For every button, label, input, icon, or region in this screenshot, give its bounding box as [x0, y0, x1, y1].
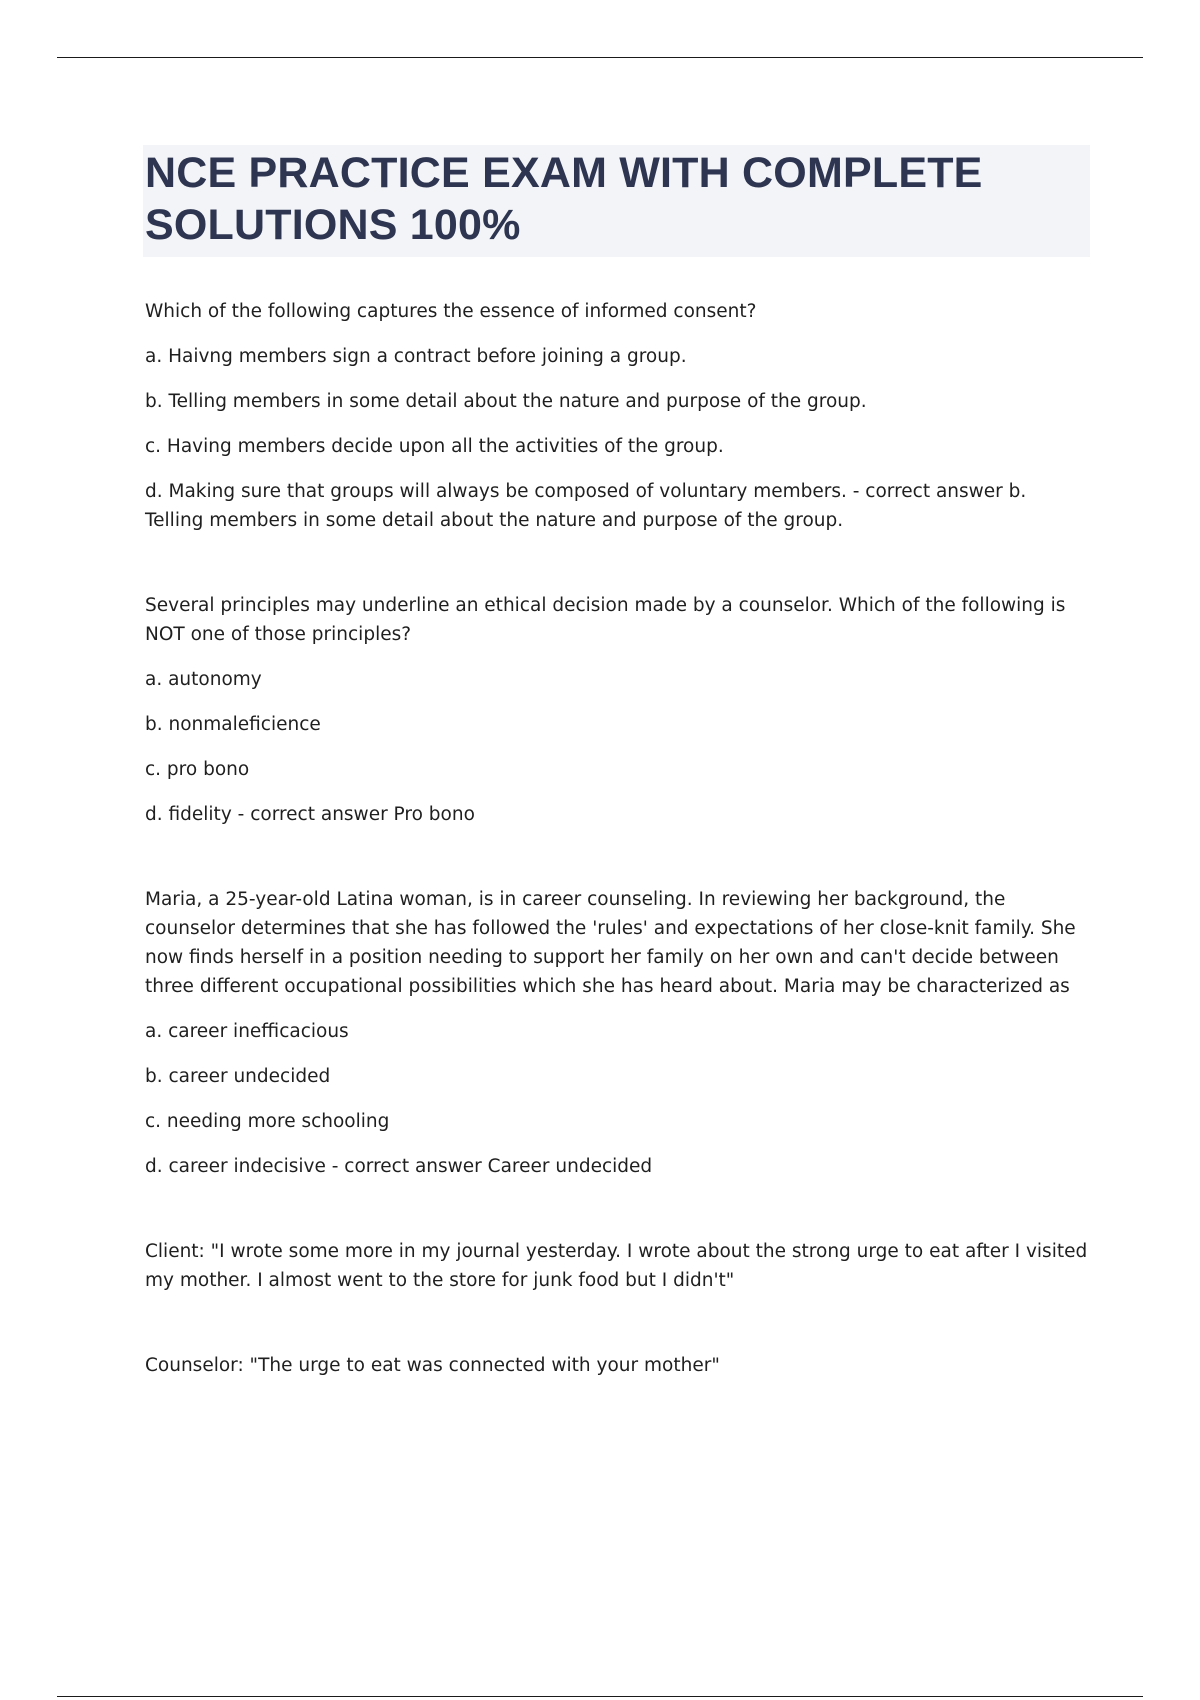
- answer-option-b: b. career undecided: [145, 1066, 331, 1087]
- answer-option-a: a. autonomy: [145, 669, 262, 690]
- question-stem: Counselor: "The urge to eat was connected with your mother": [145, 1355, 720, 1376]
- question-2: [145, 591, 1090, 829]
- answer-option-d: d. career indecisive - correct answer Career undecided: [145, 1156, 653, 1177]
- question-1: [145, 297, 1090, 535]
- answer-option-a: a. career inefficacious: [145, 1021, 349, 1042]
- question-stem: Client: "I wrote some more in my journal yesterday. I wrote about the strong urge to eat after I visited my mother. I almost went to the store for junk food but I didn't": [145, 1241, 1088, 1291]
- top-rule: [57, 57, 1143, 58]
- document-body: [145, 145, 1090, 1396]
- answer-option-d: d. Making sure that groups will always be composed of voluntary members. - correct answer b. Telling members in some detail about the nature and purpose of the group.: [145, 481, 1027, 531]
- question-list: [145, 297, 1090, 1380]
- answer-option-c: c. needing more schooling: [145, 1111, 390, 1132]
- page-title: NCE PRACTICE EXAM WITH COMPLETE SOLUTIONS 100%: [145, 149, 983, 249]
- question-stem: Several principles may underline an ethical decision made by a counselor. Which of the following is NOT one of those principles?: [145, 595, 1066, 645]
- question-stem: Maria, a 25-year-old Latina woman, is in career counseling. In reviewing her background, the counselor determines that she has followed the 'rules' and expectations of her close-knit family. She now finds herself in a position needing to support her family on her own and can't decide between three different occupational possibilities which she has heard about. Maria may be characterized as: [145, 889, 1076, 997]
- answer-option-d: d. fidelity - correct answer Pro bono: [145, 804, 475, 825]
- question-stem: Which of the following captures the essence of informed consent?: [145, 301, 757, 322]
- question-5: [145, 1351, 1090, 1380]
- bottom-rule: [57, 1696, 1143, 1697]
- answer-option-b: b. Telling members in some detail about the nature and purpose of the group.: [145, 391, 867, 412]
- title-banner: [143, 145, 1090, 257]
- answer-option-c: c. pro bono: [145, 759, 250, 780]
- answer-option-b: b. nonmaleficience: [145, 714, 321, 735]
- question-3: [145, 885, 1090, 1181]
- answer-option-a: a. Haivng members sign a contract before joining a group.: [145, 346, 687, 367]
- question-4: [145, 1237, 1090, 1295]
- answer-option-c: c. Having members decide upon all the activities of the group.: [145, 436, 724, 457]
